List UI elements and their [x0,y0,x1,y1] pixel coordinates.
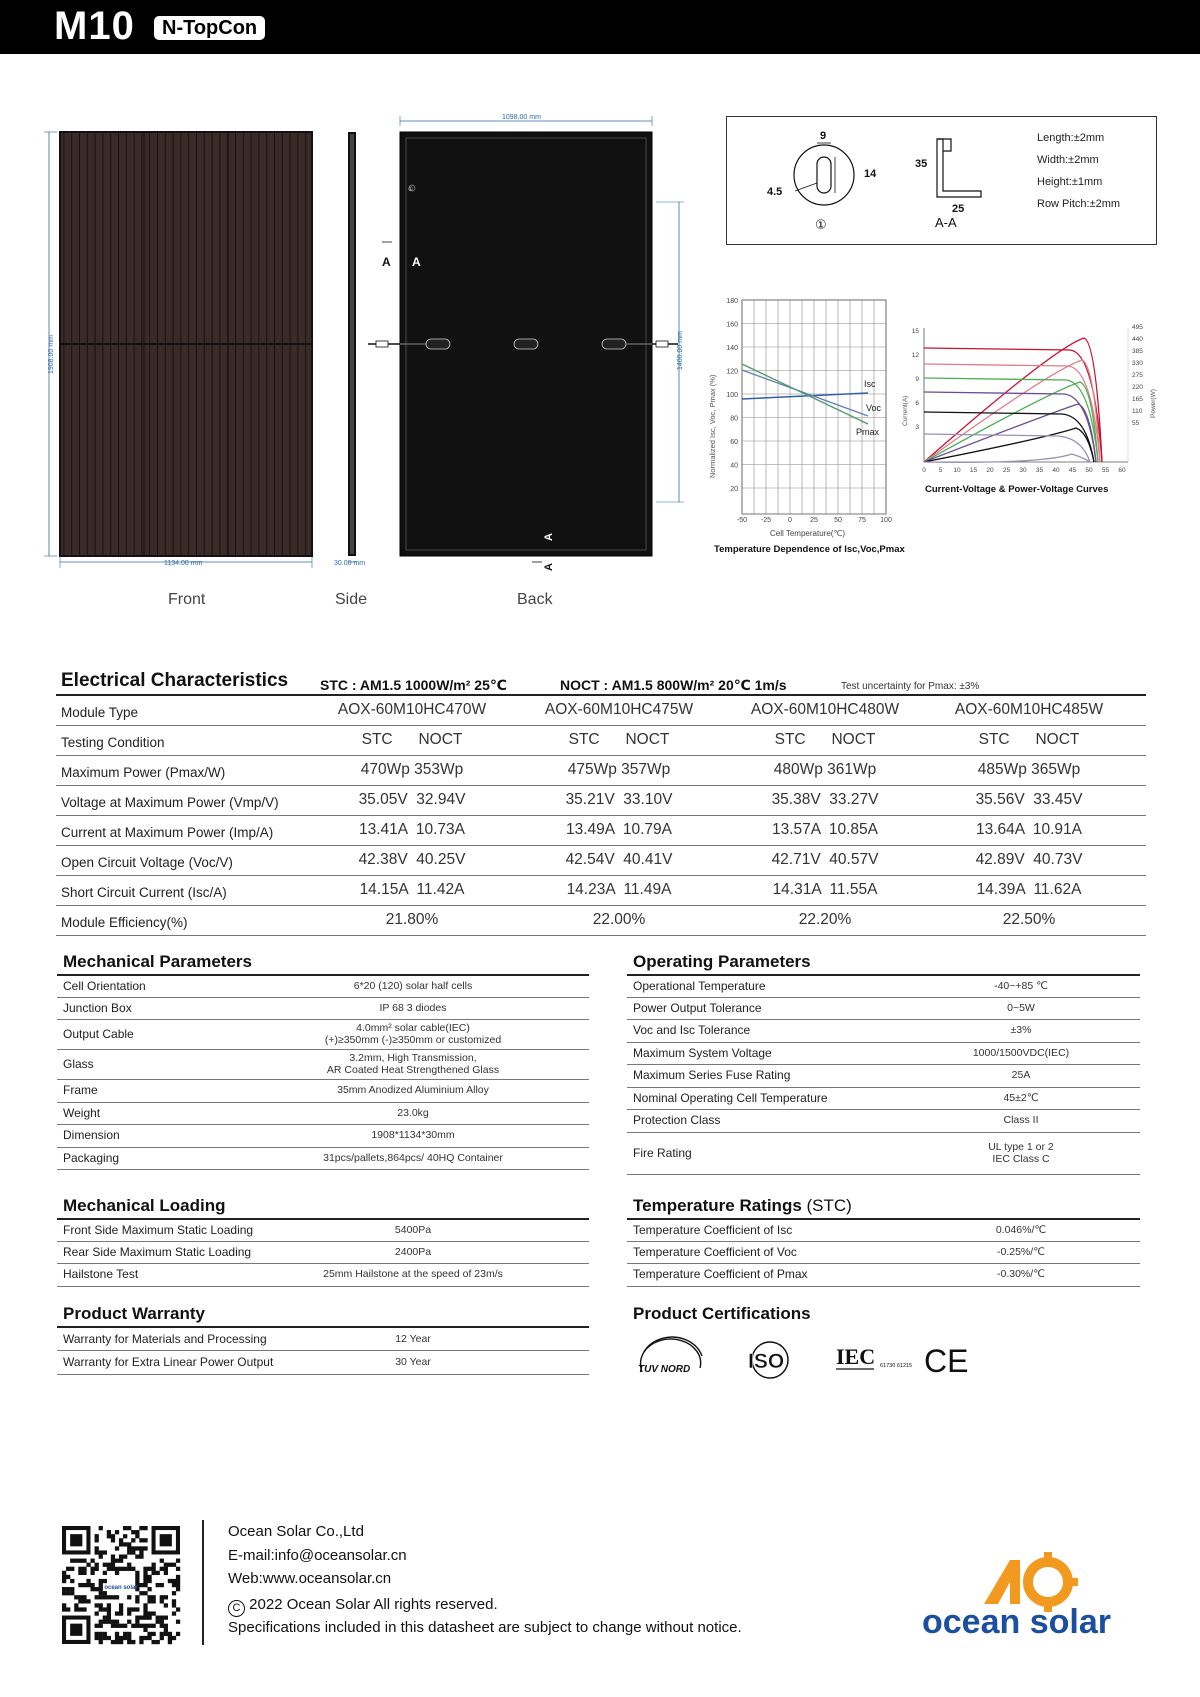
company-name: Ocean Solar Co.,Ltd [228,1523,364,1540]
temp-chart-xtick: 0 [788,517,792,524]
temperature-row-label: Temperature Coefficient of Pmax [633,1267,808,1282]
mechanical-row-value: 4.0mm² solar cable(IEC) [356,1022,470,1034]
operating-row [627,1109,1140,1132]
iv-right-tick: 385 [1132,348,1143,355]
copyright-icon: C [228,1600,245,1617]
mechanical-title: Mechanical Parameters [63,952,252,971]
iso-text: ISO [748,1350,785,1373]
iv-left-tick: 3 [915,424,919,431]
electrical-cell: 13.41A 10.73A [358,821,465,838]
iv-right-tick: 330 [1132,360,1143,367]
electrical-header [56,672,1146,696]
temp-chart-xtick: 25 [810,517,818,524]
operating-parameters-section [627,952,1140,1175]
mechanical-row-value: 23.0kg [397,1106,429,1119]
tolerance-row-pitch: Row Pitch:±2mm [1037,198,1121,210]
iv-xtick: 60 [1118,467,1126,474]
operating-row-label: Fire Rating [633,1145,692,1160]
mechanical-row-label: Output Cable [63,1027,134,1041]
temp-chart-ytick: 60 [730,439,738,446]
iso-logo [745,1340,795,1380]
electrical-row-label: Module Type [61,705,139,720]
hole-height-value: 14 [864,168,877,180]
loading-row [57,1218,589,1241]
test-uncertainty: Test uncertainty for Pmax: ±3% [841,681,980,692]
operating-row [627,1042,1140,1065]
mechanical-row [57,974,589,997]
company-web: Web:www.oceansolar.cn [228,1570,392,1587]
iv-pv-chart [896,322,1176,482]
electrical-cell: 42.54V 40.41V [565,851,673,868]
electrical-cell: 14.39A 11.62A [976,881,1082,898]
mechanical-row-label: Glass [63,1057,94,1071]
electrical-characteristics-table [56,672,1146,936]
isc-label: Isc [864,379,876,389]
operating-row-label: Protection Class [633,1113,721,1128]
front-width-dimension: 1134.00 mm [164,560,203,567]
copyright-line [228,1596,498,1617]
temp-chart-ytick: 120 [726,368,738,376]
electrical-cell: 13.49A 10.79A [565,821,672,838]
mechanical-row [57,1147,589,1170]
pv-curve [924,382,1098,462]
electrical-row [56,726,1146,756]
loading-row [57,1263,589,1286]
electrical-cell: 42.38V 40.25V [358,851,466,868]
temperature-row [627,1263,1140,1286]
electrical-cell: 14.15A 11.42A [359,881,465,898]
temp-chart-title: Temperature Dependence of Isc,Voc,Pmax [714,544,905,555]
company-email: E-mail:info@oceansolar.cn [228,1547,407,1564]
section-marker-right: A [412,255,421,269]
operating-row-label: Maximum System Voltage [633,1045,772,1060]
operating-row [627,1087,1140,1110]
iv-xtick: 5 [938,467,943,474]
operating-row-value: 45±2℃ [1003,1091,1039,1104]
operating-row [627,974,1140,997]
temperature-row [627,1218,1140,1241]
mechanical-row-label: Packaging [63,1150,120,1165]
mechanical-row [57,997,589,1020]
iv-right-tick: 55 [1132,420,1140,427]
iv-right-tick: 495 [1132,324,1143,331]
mechanical-row [57,1079,589,1102]
mechanical-row-value: (+)≥350mm (-)≥350mm or customized [324,1034,502,1046]
temperature-row-value: 0.046%/℃ [995,1224,1047,1237]
warranty-row-value: 30 Year [395,1356,431,1368]
temp-chart-xtick: 50 [834,517,842,524]
electrical-row [56,816,1146,846]
temperature-title-sub: (STC) [806,1196,852,1215]
model-title: M10 [54,4,135,48]
electrical-cell: 22.50% [1002,911,1056,928]
iv-right-tick: 440 [1132,336,1143,343]
profile-drawings [727,117,1027,243]
iv-right-tick: 275 [1132,372,1143,379]
mechanical-row-value: 3.2mm, High Transmission, [349,1052,477,1064]
iv-right-tick: 165 [1132,396,1143,403]
operating-row-value: ±3% [1010,1024,1032,1037]
loading-row-label: Rear Side Maximum Static Loading [63,1244,252,1259]
electrical-row-label: Maximum Power (Pmax/W) [61,765,226,780]
mechanical-row [57,1019,589,1049]
temp-chart-ylabel: Normalized Isc, Voc, Pmax (%) [708,374,717,478]
front-view-drawing [40,124,340,574]
operating-row-label: Nominal Operating Cell Temperature [633,1090,828,1105]
temp-chart-xtick: 75 [858,517,866,524]
iv-xtick: 30 [1019,467,1027,474]
loading-row-value: 25mm Hailstone at the speed of 23m/s [323,1268,503,1281]
iv-left-tick: 15 [911,328,919,335]
pv-curve [924,428,1094,462]
operating-end-line [627,1174,1140,1175]
mechanical-row-value: 6*20 (120) solar half cells [353,980,473,993]
loading-row [57,1241,589,1264]
electrical-row [56,846,1146,876]
electrical-row-label: Module Efficiency(%) [61,915,188,930]
frame-height-value: 35 [915,158,928,170]
warranty-row-label: Warranty for Extra Linear Power Output [63,1355,274,1369]
section-marker-bottom-1: A [543,533,555,541]
hole-caption: ① [815,217,827,232]
operating-row-value: IEC Class C [992,1152,1050,1165]
electrical-cell: 480Wp 361Wp [773,761,877,778]
iv-xtick: 15 [969,467,978,474]
certifications-section [627,1304,1140,1326]
voc-label: Voc [866,403,882,413]
electrical-cell: 35.21V 33.10V [565,791,673,808]
iv-xtick: 20 [986,467,994,474]
electrical-cell: 475Wp 357Wp [567,761,671,778]
back-label: Back [517,591,553,608]
section-marker-left: A [382,255,391,269]
iv-chart-title: Current-Voltage & Power-Voltage Curves [925,484,1109,495]
operating-row-label: Operational Temperature [633,979,766,994]
operating-row-value: -40~+85 ℃ [994,980,1048,993]
electrical-cell: 13.64A 10.91A [975,821,1082,838]
tolerance-width: Width:±2mm [1037,154,1099,166]
electrical-cell: STC NOCT [774,731,876,748]
qr-finder [160,1534,172,1546]
electrical-row-label: Short Circuit Current (Isc/A) [61,885,227,900]
warranty-title: Product Warranty [63,1304,206,1323]
iv-xtick: 40 [1052,467,1060,474]
pmax-label: Pmax [856,427,880,437]
qr-finder [70,1624,82,1636]
temp-chart-ytick: 100 [726,392,738,399]
electrical-cell: 14.23A 11.49A [566,881,672,898]
mechanical-row-label: Weight [63,1105,101,1120]
iv-xtick: 55 [1101,467,1110,474]
electrical-cell: 35.05V 32.94V [358,791,466,808]
temp-chart-ytick: 140 [726,345,738,352]
iv-right-tick: 110 [1132,408,1143,415]
electrical-cell: 42.71V 40.57V [771,851,879,868]
operating-row [627,1132,1140,1174]
iec-logo [834,1340,913,1380]
iv-xtick: 0 [922,467,926,474]
back-view-drawing [370,112,690,582]
operating-row [627,997,1140,1020]
mechanical-row-value: 31pcs/pallets,864pcs/ 40HQ Container [323,1151,503,1164]
loading-row-value: 2400Pa [394,1245,432,1258]
electrical-cell: AOX-60M10HC470W [337,701,487,718]
iv-xtick: 10 [953,467,961,474]
mechanical-parameters-section [57,952,589,1170]
pv-curve [924,454,1090,462]
temp-chart-ytick: 20 [730,486,738,493]
mechanical-row-label: Junction Box [63,1000,132,1015]
electrical-row-label: Voltage at Maximum Power (Vmp/V) [61,795,279,810]
back-width-dimension: 1098.00 mm [502,114,541,121]
tolerance-height: Height:±1mm [1037,176,1103,188]
operating-row [627,1019,1140,1042]
electrical-cell: 42.89V 40.73V [975,851,1083,868]
electrical-row [56,756,1146,786]
electrical-cell: 22.00% [592,911,646,928]
temperature-row [627,1241,1140,1264]
ocean-solar-logo-text: ocean solar [922,1603,1111,1641]
temp-chart-xtick: -25 [760,517,772,524]
electrical-row [56,696,1146,726]
frame-caption: A-A [935,215,957,230]
operating-row-value: 25A [1011,1069,1031,1082]
profile-spec-box [726,116,1157,245]
electrical-row-label: Open Circuit Voltage (Voc/V) [61,855,233,870]
temp-chart-xlabel: Cell Temperature(℃) [770,529,846,538]
operating-row-value: 1000/1500VDC(IEC) [972,1046,1070,1059]
product-warranty-section [57,1304,589,1375]
side-width-dimension: 30.00 mm [334,560,366,567]
qr-finder [70,1534,82,1546]
loading-row-label: Front Side Maximum Static Loading [63,1223,254,1238]
loading-title: Mechanical Loading [63,1196,226,1215]
temperature-ratings-section [627,1196,1140,1287]
noct-condition: NOCT : AM1.5 800W/m² 20℃ 1m/s [560,677,787,693]
mechanical-row-value: AR Coated Heat Strengthened Glass [326,1064,500,1076]
hole-marker: ① [408,187,414,193]
hole-diameter-value: 4.5 [767,186,783,198]
operating-row-label: Maximum Series Fuse Rating [633,1068,791,1083]
temperature-row-value: -0.30%/℃ [997,1268,1045,1281]
electrical-cell: 21.80% [385,911,439,928]
qr-code [62,1526,180,1644]
warranty-row [57,1326,589,1350]
front-label: Front [168,591,206,608]
electrical-cell: 35.56V 33.45V [975,791,1083,808]
electrical-cell: AOX-60M10HC475W [544,701,694,718]
hole-width-value: 9 [820,130,827,142]
copyright-text: 2022 Ocean Solar All rights reserved. [249,1596,498,1613]
mechanical-row [57,1102,589,1125]
voc-line [742,370,868,416]
qr-logo-text: ocean solar [104,1585,138,1591]
iec-numbers: 61730 61215 [880,1363,913,1369]
frame-width-value: 25 [952,203,965,215]
operating-row [627,1064,1140,1087]
electrical-row-label: Current at Maximum Power (Imp/A) [61,825,274,840]
disclaimer-notice: Specifications included in this datasheet are subject to change without notice. [228,1619,742,1636]
warranty-row [57,1350,589,1374]
temperature-row-label: Temperature Coefficient of Isc [633,1223,793,1238]
back-pitch-dimension: 1400.00 mm [677,331,684,370]
iv-xtick: 50 [1085,467,1093,474]
warranty-row-value: 12 Year [395,1333,431,1345]
mechanical-row-value: 35mm Anodized Aluminium Alloy [337,1084,489,1097]
temperature-end-line [627,1286,1140,1287]
loading-row-value: 5400Pa [394,1224,432,1237]
warranty-end-line [57,1374,589,1375]
temperature-title-wrap [627,1196,1140,1218]
temperature-title: Temperature Ratings [633,1196,802,1215]
operating-row-value: 0~5W [1007,1001,1035,1014]
loading-end-line [57,1286,589,1287]
loading-row-label: Hailstone Test [63,1267,139,1282]
warranty-row-label: Warranty for Materials and Processing [63,1332,267,1346]
operating-title: Operating Parameters [633,952,811,971]
ce-text: CE [924,1343,969,1379]
operating-row-label: Voc and Isc Tolerance [633,1023,751,1038]
iv-ylabel-right: Power(W) [1150,389,1157,418]
electrical-row [56,786,1146,816]
electrical-cell: STC NOCT [568,731,670,748]
side-label: Side [335,591,368,608]
mechanical-row [57,1049,589,1079]
operating-row-value: Class II [1003,1114,1039,1127]
mechanical-row-value: IP 68 3 diodes [379,1001,447,1014]
iv-xtick: 25 [1002,467,1011,474]
tuv-nord-logo [636,1338,706,1382]
iv-xtick: 45 [1068,467,1077,474]
electrical-cell: AOX-60M10HC485W [954,701,1104,718]
operating-row-value: UL type 1 or 2 [988,1140,1054,1153]
iv-curve [924,378,1098,462]
electrical-cell: 13.57A 10.85A [771,821,878,838]
temperature-row-value: -0.25%/℃ [997,1245,1045,1258]
temp-chart-ytick: 40 [730,462,738,470]
temperature-row-label: Temperature Coefficient of Voc [633,1244,797,1259]
stc-condition: STC : AM1.5 1000W/m² 25℃ [320,677,507,693]
temp-chart-ytick: 80 [730,415,738,423]
electrical-cell: STC NOCT [361,731,463,748]
temp-chart-ytick: 180 [726,298,738,305]
temp-chart-ytick: 160 [726,321,738,329]
certifications-title: Product Certifications [633,1304,811,1323]
electrical-cell: AOX-60M10HC480W [750,701,900,718]
mechanical-row-value: 1908*1134*30mm [371,1129,455,1142]
iv-left-tick: 6 [915,400,919,407]
electrical-cell: 22.20% [798,911,852,928]
mechanical-row-label: Cell Orientation [63,979,146,994]
temp-chart-xtick: 100 [880,517,892,524]
tolerance-length: Length:±2mm [1037,132,1105,144]
mechanical-row-label: Dimension [63,1128,120,1143]
mechanical-row-label: Frame [63,1083,98,1098]
iv-right-tick: 220 [1132,384,1143,391]
electrical-cell: 485Wp 365Wp [977,761,1081,778]
iec-text: IEC [836,1344,876,1369]
mechanical-loading-section [57,1196,589,1287]
header-bar [0,0,1200,54]
electrical-cell: STC NOCT [978,731,1080,748]
electrical-row [56,876,1146,906]
iv-xtick: 35 [1035,467,1044,474]
temp-chart-xtick: -50 [736,517,748,524]
mechanical-end-line [57,1169,589,1170]
electrical-row [56,906,1146,936]
technology-badge: N-TopCon [154,16,265,40]
section-marker-bottom-2: A [543,563,555,571]
mechanical-row [57,1124,589,1147]
electrical-cell: 470Wp 353Wp [360,761,464,778]
front-height-dimension: 1908.00 mm [48,335,55,374]
footer-divider [202,1520,204,1645]
electrical-cell: 14.31A 11.55A [772,881,878,898]
electrical-cell: 35.38V 33.27V [771,791,879,808]
iv-left-tick: 12 [911,352,919,359]
electrical-row-label: Testing Condition [61,735,165,750]
tuv-text: TUV NORD [638,1364,691,1375]
ce-logo [924,1340,970,1380]
iv-ylabel-left: Current(A) [902,395,909,426]
iv-left-tick: 9 [915,376,919,383]
temperature-dependence-chart [704,292,914,552]
electrical-title: Electrical Characteristics [61,670,289,691]
operating-row-label: Power Output Tolerance [633,1000,762,1015]
